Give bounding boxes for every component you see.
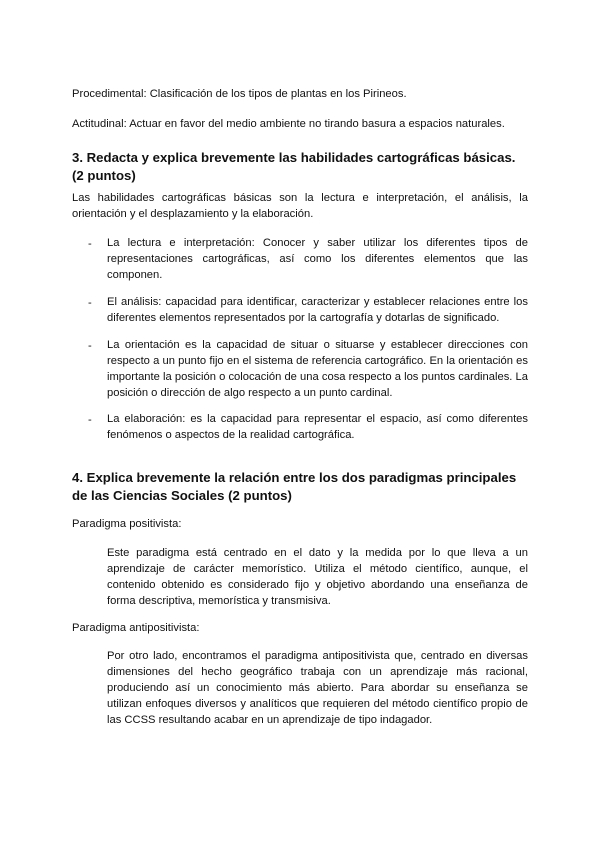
procedimental-text: Procedimental: Clasificación de los tipos de plantas en los Pirineos. <box>72 88 407 100</box>
section-4-heading: 4. Explica brevemente la relación entre los dos paradigmas principales de las Ciencias Sociales (2 puntos) <box>72 470 517 503</box>
bullet-analisis: El análisis: capacidad para identificar, caracterizar y establecer relaciones entre los diferentes elementos representados por la cartografía y dotarlas de significado. <box>107 296 528 324</box>
section-3-heading: 3. Redacta y explica brevemente las habilidades cartográficas básicas. (2 puntos) <box>72 150 516 183</box>
bullet-marker: - <box>88 340 92 352</box>
bullet-elaboracion: La elaboración: es la capacidad para representar el espacio, así como diferentes fenómenos o aspectos de la realidad cartográfica. <box>107 413 528 441</box>
antipositivista-text: Por otro lado, encontramos el paradigma antipositivista que, centrado en diversas dimensiones del hecho geográfico trabaja con un aprendizaje más racional, produciendo así un conocimiento más abierto. Para abordar su enseñanza se utilizan enfoques diversos y analíticos que requieren del método científico propio de las CCSS resultando acabar en un aprendizaje de tipo indagador. <box>107 650 528 726</box>
actitudinal-text: Actitudinal: Actuar en favor del medio ambiente no tirando basura a espacios naturales. <box>72 118 505 130</box>
bullet-marker: - <box>88 238 92 250</box>
positivista-label: Paradigma positivista: <box>72 518 182 530</box>
antipositivista-label: Paradigma antipositivista: <box>72 622 200 634</box>
bullet-marker: - <box>88 297 92 309</box>
bullet-lectura: La lectura e interpretación: Conocer y saber utilizar los diferentes tipos de representaciones cartográficas, así como los diferentes elementos que las componen. <box>107 237 528 281</box>
positivista-text: Este paradigma está centrado en el dato y la medida por lo que lleva a un aprendizaje de carácter memorístico. Utiliza el método científico, aunque, el contenido obtenido es considerado fijo y objetivo abordando una enseñanza de forma descriptiva, memorística y transmisiva. <box>107 547 528 607</box>
section-3-intro: Las habilidades cartográficas básicas son la lectura e interpretación, el análisis, la orientación y el desplazamiento y la elaboración. <box>72 192 528 220</box>
bullet-marker: - <box>88 414 92 426</box>
bullet-orientacion: La orientación es la capacidad de situar o situarse y establecer direcciones con respecto a un punto fijo en el sistema de referencia cartográfico. En la orientación es importante la posición o colocación de una cosa respecto a los puntos cardinales. La posición o dirección de algo respecto a un punto cardinal. <box>107 339 528 399</box>
